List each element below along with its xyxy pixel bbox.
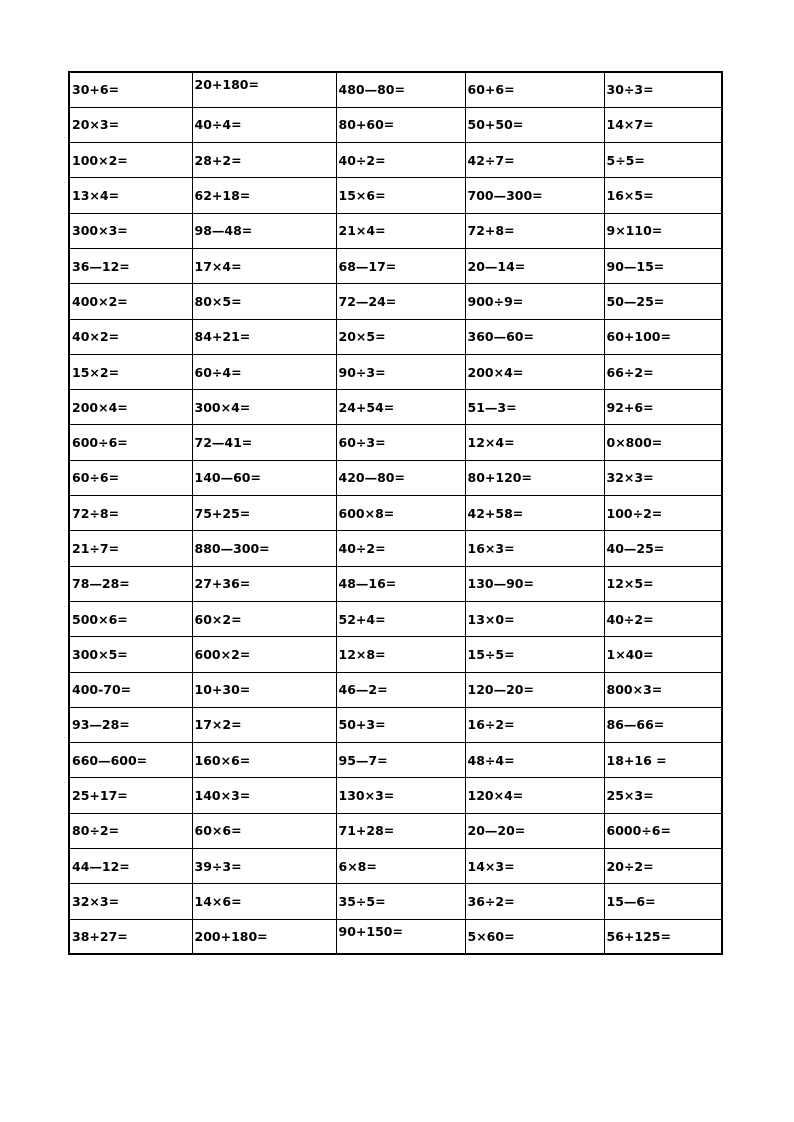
table-row bbox=[69, 778, 722, 813]
problem-cell: 130×3= bbox=[336, 778, 465, 813]
problem-cell: 15×2= bbox=[69, 354, 192, 389]
problem-cell: 40÷2= bbox=[336, 531, 465, 566]
worksheet-body bbox=[69, 72, 722, 954]
problem-cell: 14×7= bbox=[604, 107, 722, 142]
problem-cell: 15×6= bbox=[336, 178, 465, 213]
problem-cell: 72—41= bbox=[192, 425, 336, 460]
problem-cell: 72+8= bbox=[465, 213, 604, 248]
table-row bbox=[69, 743, 722, 778]
table-row bbox=[69, 284, 722, 319]
table-row bbox=[69, 178, 722, 213]
problem-cell: 200×4= bbox=[465, 354, 604, 389]
problem-cell: 160×6= bbox=[192, 743, 336, 778]
table-row bbox=[69, 72, 722, 107]
table-row bbox=[69, 143, 722, 178]
problem-cell: 66÷2= bbox=[604, 354, 722, 389]
problem-cell: 72—24= bbox=[336, 284, 465, 319]
table-row bbox=[69, 460, 722, 495]
problem-cell: 16×5= bbox=[604, 178, 722, 213]
problem-cell: 56+125= bbox=[604, 919, 722, 954]
table-row bbox=[69, 707, 722, 742]
problem-cell: 90+150= bbox=[336, 919, 465, 954]
problem-cell: 17×2= bbox=[192, 707, 336, 742]
problem-cell: 12×8= bbox=[336, 637, 465, 672]
table-row bbox=[69, 213, 722, 248]
problem-cell: 130—90= bbox=[465, 566, 604, 601]
problem-cell: 300×4= bbox=[192, 390, 336, 425]
table-row bbox=[69, 354, 722, 389]
problem-cell: 86—66= bbox=[604, 707, 722, 742]
problem-cell: 60÷6= bbox=[69, 460, 192, 495]
problem-cell: 93—28= bbox=[69, 707, 192, 742]
problem-cell: 6×8= bbox=[336, 849, 465, 884]
problem-cell: 140×3= bbox=[192, 778, 336, 813]
problem-cell: 40—25= bbox=[604, 531, 722, 566]
problem-cell: 12×5= bbox=[604, 566, 722, 601]
problem-cell: 300×3= bbox=[69, 213, 192, 248]
table-row bbox=[69, 919, 722, 954]
problem-cell: 32×3= bbox=[604, 460, 722, 495]
problem-cell: 44—12= bbox=[69, 849, 192, 884]
problem-cell: 600×8= bbox=[336, 496, 465, 531]
problem-cell: 100×2= bbox=[69, 143, 192, 178]
problem-cell: 21×4= bbox=[336, 213, 465, 248]
problem-cell: 16÷2= bbox=[465, 707, 604, 742]
problem-cell: 72÷8= bbox=[69, 496, 192, 531]
problem-cell: 84+21= bbox=[192, 319, 336, 354]
problem-cell: 36—12= bbox=[69, 248, 192, 283]
problem-cell: 660—600= bbox=[69, 743, 192, 778]
problem-cell: 48÷4= bbox=[465, 743, 604, 778]
problem-cell: 200×4= bbox=[69, 390, 192, 425]
table-row bbox=[69, 496, 722, 531]
problem-cell: 40×2= bbox=[69, 319, 192, 354]
problem-cell: 9×110= bbox=[604, 213, 722, 248]
problem-cell: 46—2= bbox=[336, 672, 465, 707]
problem-cell: 120×4= bbox=[465, 778, 604, 813]
problem-cell: 60÷3= bbox=[336, 425, 465, 460]
problem-cell: 42+58= bbox=[465, 496, 604, 531]
problem-cell: 50+3= bbox=[336, 707, 465, 742]
problem-cell: 360—60= bbox=[465, 319, 604, 354]
problem-cell: 15—6= bbox=[604, 884, 722, 919]
problem-cell: 20÷2= bbox=[604, 849, 722, 884]
problem-cell: 78—28= bbox=[69, 566, 192, 601]
table-row bbox=[69, 425, 722, 460]
table-row bbox=[69, 849, 722, 884]
problem-cell: 13×4= bbox=[69, 178, 192, 213]
problem-cell: 75+25= bbox=[192, 496, 336, 531]
problem-cell: 300×5= bbox=[69, 637, 192, 672]
problem-cell: 14×3= bbox=[465, 849, 604, 884]
problem-cell: 62+18= bbox=[192, 178, 336, 213]
problem-cell: 5÷5= bbox=[604, 143, 722, 178]
problem-cell: 90—15= bbox=[604, 248, 722, 283]
problem-cell: 880—300= bbox=[192, 531, 336, 566]
problem-cell: 100÷2= bbox=[604, 496, 722, 531]
problem-cell: 80+120= bbox=[465, 460, 604, 495]
problem-cell: 17×4= bbox=[192, 248, 336, 283]
problem-cell: 30+6= bbox=[69, 72, 192, 107]
problem-cell: 60×2= bbox=[192, 601, 336, 636]
problem-cell: 51—3= bbox=[465, 390, 604, 425]
problem-cell: 140—60= bbox=[192, 460, 336, 495]
problem-cell: 60÷4= bbox=[192, 354, 336, 389]
problem-cell: 700—300= bbox=[465, 178, 604, 213]
problem-cell: 40÷2= bbox=[336, 143, 465, 178]
table-row bbox=[69, 637, 722, 672]
problem-cell: 32×3= bbox=[69, 884, 192, 919]
problem-cell: 18+16 = bbox=[604, 743, 722, 778]
problem-cell: 36÷2= bbox=[465, 884, 604, 919]
problem-cell: 600×2= bbox=[192, 637, 336, 672]
problem-cell: 60×6= bbox=[192, 813, 336, 848]
problem-cell: 15÷5= bbox=[465, 637, 604, 672]
problem-cell: 40÷4= bbox=[192, 107, 336, 142]
problem-cell: 420—80= bbox=[336, 460, 465, 495]
problem-cell: 98—48= bbox=[192, 213, 336, 248]
problem-cell: 0×800= bbox=[604, 425, 722, 460]
table-row bbox=[69, 319, 722, 354]
problem-cell: 80÷2= bbox=[69, 813, 192, 848]
table-row bbox=[69, 107, 722, 142]
problem-cell: 60+100= bbox=[604, 319, 722, 354]
problem-cell: 500×6= bbox=[69, 601, 192, 636]
problem-cell: 13×0= bbox=[465, 601, 604, 636]
problem-cell: 92+6= bbox=[604, 390, 722, 425]
problem-cell: 5×60= bbox=[465, 919, 604, 954]
problem-cell: 30÷3= bbox=[604, 72, 722, 107]
problem-cell: 38+27= bbox=[69, 919, 192, 954]
problem-cell: 50+50= bbox=[465, 107, 604, 142]
problem-cell: 35÷5= bbox=[336, 884, 465, 919]
problem-cell: 20×3= bbox=[69, 107, 192, 142]
arithmetic-worksheet-table bbox=[68, 71, 723, 955]
table-row bbox=[69, 566, 722, 601]
problem-cell: 50—25= bbox=[604, 284, 722, 319]
problem-cell: 120—20= bbox=[465, 672, 604, 707]
problem-cell: 71+28= bbox=[336, 813, 465, 848]
problem-cell: 25+17= bbox=[69, 778, 192, 813]
problem-cell: 39÷3= bbox=[192, 849, 336, 884]
problem-cell: 68—17= bbox=[336, 248, 465, 283]
problem-cell: 48—16= bbox=[336, 566, 465, 601]
table-row bbox=[69, 813, 722, 848]
problem-cell: 28+2= bbox=[192, 143, 336, 178]
problem-cell: 20—20= bbox=[465, 813, 604, 848]
problem-cell: 42÷7= bbox=[465, 143, 604, 178]
problem-cell: 20—14= bbox=[465, 248, 604, 283]
table-row bbox=[69, 601, 722, 636]
problem-cell: 480—80= bbox=[336, 72, 465, 107]
problem-cell: 900÷9= bbox=[465, 284, 604, 319]
problem-cell: 40÷2= bbox=[604, 601, 722, 636]
problem-cell: 25×3= bbox=[604, 778, 722, 813]
problem-cell: 6000÷6= bbox=[604, 813, 722, 848]
problem-cell: 60+6= bbox=[465, 72, 604, 107]
problem-cell: 80+60= bbox=[336, 107, 465, 142]
problem-cell: 20+180= bbox=[192, 72, 336, 107]
problem-cell: 52+4= bbox=[336, 601, 465, 636]
problem-cell: 20×5= bbox=[336, 319, 465, 354]
problem-cell: 1×40= bbox=[604, 637, 722, 672]
problem-cell: 27+36= bbox=[192, 566, 336, 601]
table-row bbox=[69, 672, 722, 707]
problem-cell: 95—7= bbox=[336, 743, 465, 778]
table-row bbox=[69, 390, 722, 425]
problem-cell: 400-70= bbox=[69, 672, 192, 707]
problem-cell: 24+54= bbox=[336, 390, 465, 425]
problem-cell: 80×5= bbox=[192, 284, 336, 319]
table-row bbox=[69, 884, 722, 919]
problem-cell: 90÷3= bbox=[336, 354, 465, 389]
problem-cell: 21÷7= bbox=[69, 531, 192, 566]
problem-cell: 10+30= bbox=[192, 672, 336, 707]
problem-cell: 800×3= bbox=[604, 672, 722, 707]
problem-cell: 16×3= bbox=[465, 531, 604, 566]
table-row bbox=[69, 531, 722, 566]
problem-cell: 12×4= bbox=[465, 425, 604, 460]
problem-cell: 400×2= bbox=[69, 284, 192, 319]
problem-cell: 600÷6= bbox=[69, 425, 192, 460]
table-row bbox=[69, 248, 722, 283]
problem-cell: 200+180= bbox=[192, 919, 336, 954]
problem-cell: 14×6= bbox=[192, 884, 336, 919]
